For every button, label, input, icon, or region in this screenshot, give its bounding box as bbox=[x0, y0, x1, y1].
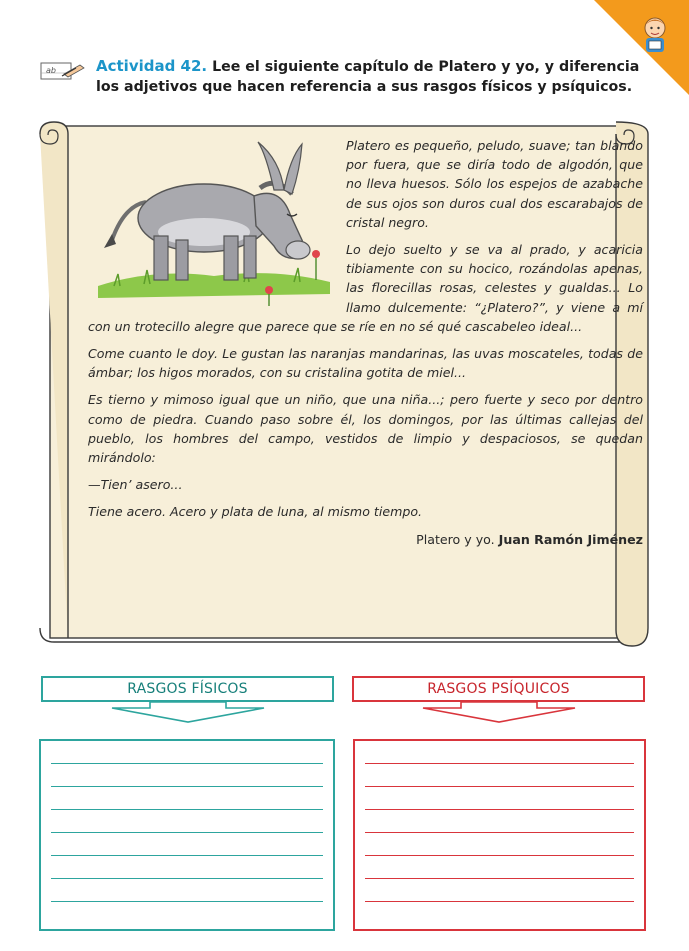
credit-title: Platero y yo. bbox=[416, 531, 499, 547]
fisicos-writing-box[interactable] bbox=[39, 739, 335, 931]
paragraph-3: Come cuanto le doy. Le gustan las naranjas mandarinas, las uvas moscateles, todas de ámbar; los higos morados, con su cristalina gotita de miel... bbox=[88, 346, 643, 381]
writing-line[interactable] bbox=[365, 786, 634, 787]
writing-line[interactable] bbox=[365, 809, 634, 810]
writing-line[interactable] bbox=[365, 878, 634, 879]
writing-line[interactable] bbox=[51, 855, 323, 856]
paragraph-2: Lo dejo suelto y se va al prado, y acaricia tibiamente con su hocico, rozándolas apenas, las florecillas rosas, celestes y gualdas... Lo llamo dulcemente: “¿Platero?”, y viene a mí con un trotecillo alegre que parece que se ríe en no sé qué cascabeleo ideal... bbox=[88, 242, 643, 334]
writing-line[interactable] bbox=[365, 763, 634, 764]
writing-line[interactable] bbox=[365, 832, 634, 833]
rasgos-psiquicos-title: RASGOS PSÍQUICOS bbox=[352, 676, 645, 702]
fisicos-arrow-icon bbox=[110, 700, 266, 724]
writing-line[interactable] bbox=[51, 786, 323, 787]
svg-text:ab: ab bbox=[46, 66, 56, 75]
story-text bbox=[88, 136, 643, 549]
student-avatar-icon bbox=[633, 12, 677, 56]
credit-line bbox=[88, 530, 643, 549]
writing-hand-icon bbox=[40, 60, 86, 82]
paragraph-1: Platero es pequeño, peludo, suave; tan blando por fuera, que se diría todo de algodón, que no lleva huesos. Sólo los espejos de azabache de sus ojos son duros cual dos escarabajos de cristal negro. bbox=[346, 138, 643, 230]
writing-line[interactable] bbox=[51, 878, 323, 879]
credit-author: Juan Ramón Jiménez bbox=[498, 531, 643, 547]
instruction-text: Lee el siguiente capítulo de Platero y yo, y diferencia los adjetivos que hacen referencia a sus rasgos físicos y psíquicos. bbox=[96, 59, 640, 95]
parchment-scroll bbox=[38, 118, 650, 648]
writing-line[interactable] bbox=[365, 855, 634, 856]
writing-line[interactable] bbox=[51, 832, 323, 833]
writing-line[interactable] bbox=[51, 809, 323, 810]
paragraph-5: —Tien’ asero... bbox=[88, 477, 183, 493]
paragraph-6: Tiene acero. Acero y plata de luna, al mismo tiempo. bbox=[88, 504, 423, 520]
paragraph-4: Es tierno y mimoso igual que un niño, que una niña...; pero fuerte y seco por dentro como de piedra. Cuando paso sobre él, los domingos, por las últimas callejas del pueblo, los hombres del campo, vestidos de limpio y despaciosos, se quedan mirándolo: bbox=[88, 392, 643, 466]
rasgos-fisicos-title: RASGOS FÍSICOS bbox=[41, 676, 334, 702]
writing-line[interactable] bbox=[51, 901, 323, 902]
psiquicos-arrow-icon bbox=[421, 700, 577, 724]
writing-line[interactable] bbox=[51, 763, 323, 764]
activity-instruction bbox=[96, 56, 656, 97]
writing-line[interactable] bbox=[365, 901, 634, 902]
psiquicos-writing-box[interactable] bbox=[353, 739, 646, 931]
activity-label: Actividad 42. bbox=[96, 57, 208, 75]
